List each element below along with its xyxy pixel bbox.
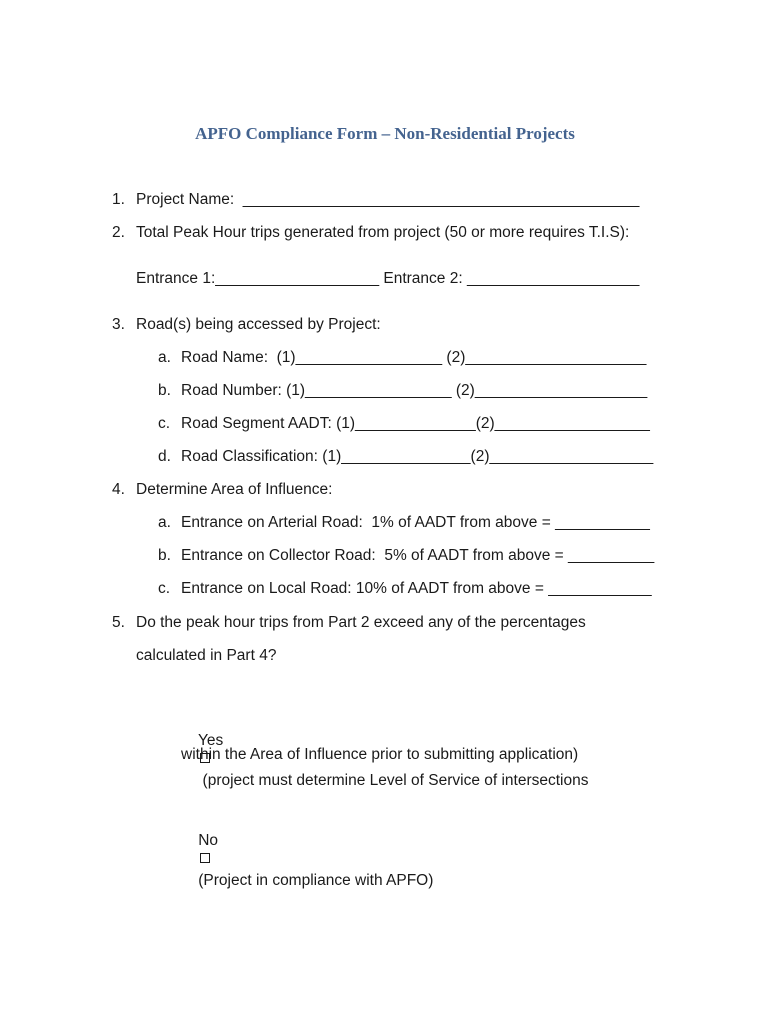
road-classification-field[interactable]: Road Classification: (1)_______________(2)___________________ [181, 448, 654, 465]
no-description: (Project in compliance with APFO) [198, 872, 434, 889]
item-number-3: 3. [112, 316, 125, 333]
item-number-5: 5. [112, 614, 125, 631]
item-letter-4c: c. [158, 580, 171, 597]
yes-description: (project must determine Level of Service of intersections [198, 772, 589, 789]
item-letter-3a: a. [158, 349, 171, 366]
no-label: No [198, 832, 219, 849]
yes-label: Yes [197, 732, 224, 749]
peak-hour-question-cont: calculated in Part 4? [136, 647, 277, 664]
item-number-2: 2. [112, 224, 125, 241]
road-name-field[interactable]: Road Name: (1)_________________ (2)_____________________ [181, 349, 647, 366]
no-checkbox[interactable] [200, 853, 210, 863]
local-road-field[interactable]: Entrance on Local Road: 10% of AADT from above = ____________ [181, 580, 652, 597]
project-name-field[interactable]: Project Name: ______________________________________________ [136, 191, 640, 208]
peak-hour-question: Do the peak hour trips from Part 2 exceed any of the percentages [136, 614, 586, 631]
road-segment-aadt-field[interactable]: Road Segment AADT: (1)______________(2)__________________ [181, 415, 650, 432]
collector-road-field[interactable]: Entrance on Collector Road: 5% of AADT from above = __________ [181, 547, 655, 564]
item-number-4: 4. [112, 481, 125, 498]
item-letter-4b: b. [158, 547, 171, 564]
item-letter-4a: a. [158, 514, 171, 531]
yes-description-cont: within the Area of Influence prior to submitting application) [181, 746, 579, 763]
form-title: APFO Compliance Form – Non-Residential Projects [195, 124, 575, 143]
item-letter-3d: d. [158, 448, 171, 465]
area-of-influence-label: Determine Area of Influence: [136, 481, 333, 498]
no-option [181, 811, 433, 911]
roads-accessed-label: Road(s) being accessed by Project: [136, 316, 381, 333]
item-number-1: 1. [112, 191, 125, 208]
arterial-road-field[interactable]: Entrance on Arterial Road: 1% of AADT from above = ___________ [181, 514, 650, 531]
entrance-fields[interactable]: Entrance 1:___________________ Entrance 2: ____________________ [136, 270, 640, 287]
peak-hour-trips-label: Total Peak Hour trips generated from project (50 or more requires T.I.S): [136, 224, 630, 241]
item-letter-3b: b. [158, 382, 171, 399]
road-number-field[interactable]: Road Number: (1)_________________ (2)____________________ [181, 382, 648, 399]
item-letter-3c: c. [158, 415, 171, 432]
